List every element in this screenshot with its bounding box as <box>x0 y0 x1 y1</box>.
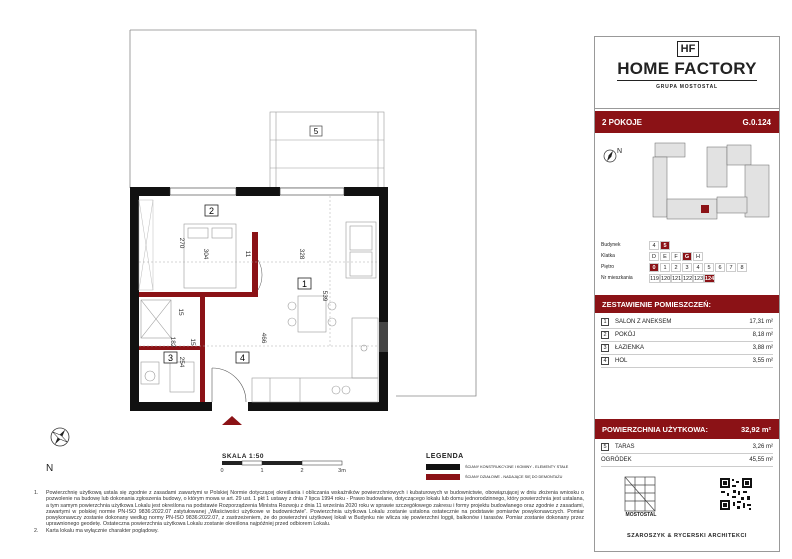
compass-label: N <box>46 463 54 474</box>
room-label-5: 5 <box>313 127 319 136</box>
cell-selected: 5 <box>660 241 670 250</box>
scale-tick: 0 <box>220 468 224 474</box>
rooms-title: ZESTAWIENIE POMIESZCZEŃ: <box>602 300 712 309</box>
dim-label: 11 <box>244 250 251 258</box>
cell: 2 <box>671 263 681 272</box>
dim-label: 539 <box>321 290 328 302</box>
room-name: HOL <box>615 358 628 364</box>
footnote-text: Powierzchnię użytkową ustala się zgodnie z zasadami zawartymi w Polskiej Normie dotyczącej określania i obliczania wskaźników powierzchniowych i kubaturowych w budownictwie, obowiązującej w dniu złożenia wniosku o pozwolenie na budowę lub dokonania zgłoszenia budowy, o którym mowa w art. 29 ust. 1 pkt 1 ustawy z dnia 7 lipca 1994 roku - Prawo budowlane, dotyczącego lokalu lub domu jednorodzinnego, który powierzchnia jest ustalana, a tym samym powierzchnia użytkowa Lokalu jest określona na podstawie Rozporządzenia Ministra Rozwoju z dnia 11 września 2020 roku w sprawie szczegółowego zakresu i formy projektu budowlanego oraz zgodnie z zasadami, zawartymi w polskiej normie PN-ISO 9836:2022.07 zatytułowanej „Właściwości użytkowe w budownictwie”. Powierzchnia użytkowa Lokalu zostanie ustalona ostatecznie na podstawie pomiarów powykonawczych. Pomiar powykonawczy zostanie dokonany według normy PN-ISO 9836:2022.07, z zastrzeżeniem, że do powierzchni użytkowej lokali w Budynku nie wlicza się powierzchni loggii, balkonów i tarasów. Pomiar zostanie dokonany przez uprawnionego geodetę. Ostateczna powierzchnia użytkowa Lokalu zostanie określona najpóźniej przed odbiorem Lokalu. <box>46 490 584 528</box>
footnote <box>34 528 584 534</box>
cell: 119 <box>650 276 659 282</box>
room-area: 3,55 m² <box>752 358 773 364</box>
key-plan <box>645 137 777 233</box>
room-name: SALON Z ANEKSEM <box>615 319 672 325</box>
cell: 7 <box>726 263 736 272</box>
qr-code <box>719 477 753 511</box>
room-name: ŁAZIENKA <box>615 345 645 351</box>
dim-label: 182 <box>169 336 176 348</box>
legend-text: ŚCIANY DZIAŁOWE - NADAJĄCE SIĘ DO DEMONTAŻU <box>465 475 563 479</box>
scale-tick: 1 <box>260 468 264 474</box>
compass-icon <box>51 428 69 446</box>
cell: 1 <box>660 263 670 272</box>
brand-name: HOME FACTORY <box>617 59 757 78</box>
location-label: Klatka <box>601 253 615 259</box>
brand-badge: HF <box>677 41 699 57</box>
scale-ticks <box>220 468 346 474</box>
entrance-marker <box>222 416 242 425</box>
dim-label: 328 <box>298 248 305 260</box>
garden-outline <box>130 30 476 396</box>
contractor-name: MOSTOSTAL <box>625 512 657 518</box>
legend-text: ŚCIANY KONSTRUKCYJNE I KOMINY - ELEMENTY STAŁE <box>465 465 569 469</box>
rooms-header <box>595 295 779 313</box>
brand-divider <box>617 80 757 81</box>
room-number: 3 <box>601 344 609 352</box>
unit-header <box>595 111 779 133</box>
dashed-lines <box>139 196 379 346</box>
bed <box>184 224 236 288</box>
room-number: 5 <box>601 443 609 451</box>
room-labels <box>164 205 311 363</box>
compass-small-icon <box>601 145 621 171</box>
room-name: TARAS <box>615 444 635 450</box>
dim-label: 270 <box>178 237 185 249</box>
sofa <box>346 222 376 278</box>
location-label: Budynek <box>601 242 621 248</box>
brand-group: GRUPA MOSTOSTAL <box>656 84 718 90</box>
cell-selected: G <box>682 252 692 261</box>
cell: E <box>660 252 670 261</box>
legend-swatch-structural <box>426 464 460 470</box>
footnotes <box>34 490 584 534</box>
footnote-number: 1. <box>34 490 39 496</box>
footnote <box>34 490 584 528</box>
cell: D <box>649 252 659 261</box>
dim-label: 15 <box>189 338 196 346</box>
cell: 8 <box>737 263 747 272</box>
wardrobe <box>139 200 153 290</box>
cell: 3 <box>682 263 692 272</box>
structural-walls <box>130 187 388 411</box>
brand-logo <box>595 37 779 109</box>
scale-tick: 3m <box>338 468 346 474</box>
usable-area-label: POWIERZCHNIA UŻYTKOWA: <box>602 425 708 434</box>
room-name: POKÓJ <box>615 332 636 338</box>
partition-walls <box>139 232 258 402</box>
rooms-count: 2 POKOJE <box>602 118 643 127</box>
room-area: 8,18 m² <box>752 332 773 338</box>
legend-title: LEGENDA <box>426 453 464 460</box>
room-area: 3,88 m² <box>752 345 773 351</box>
architects: SZAROSZYK & RYCERSKI ARCHITEKCI <box>627 533 747 539</box>
cell: 121 <box>672 276 682 282</box>
footnote-text: Karta lokalu ma wyłącznie charakter poglądowy. <box>46 527 159 534</box>
room-number: 4 <box>601 357 609 365</box>
cell: 6 <box>715 263 725 272</box>
scale-tick: 2 <box>300 468 304 474</box>
scale-title: SKALA 1:50 <box>222 453 264 460</box>
legend-swatch-partition <box>426 474 460 480</box>
footnote-number: 2. <box>34 527 39 534</box>
room-area: 45,55 m² <box>749 457 773 463</box>
room-name: OGRÓDEK <box>601 457 632 463</box>
room-label-2: 2 <box>208 206 215 216</box>
entrance-door <box>212 368 246 402</box>
cell: 4 <box>693 263 703 272</box>
cell-selected: 0 <box>649 263 659 272</box>
room-label-1: 1 <box>301 279 308 289</box>
room-label-3: 3 <box>167 353 174 363</box>
cell: 5 <box>704 263 714 272</box>
dim-label: 304 <box>202 248 209 260</box>
scale-bar <box>222 461 342 465</box>
room-number: 2 <box>601 331 609 339</box>
info-sidebar <box>594 36 780 552</box>
bedroom-door <box>258 260 262 290</box>
room-number: 1 <box>601 318 609 326</box>
room-row <box>601 330 773 342</box>
room-label-4: 4 <box>239 353 246 363</box>
cell-selected: 124 <box>705 276 715 282</box>
usable-area-header <box>595 419 779 439</box>
cell: F <box>671 252 681 261</box>
unit-code: G.0.124 <box>742 118 771 127</box>
usable-area-value: 32,92 m² <box>740 425 771 434</box>
cell: H <box>693 252 703 261</box>
svg-text:N: N <box>617 148 623 155</box>
dim-label: 15 <box>177 308 184 316</box>
extra-row <box>601 455 773 467</box>
dim-label: 466 <box>260 332 267 344</box>
room-row <box>601 343 773 355</box>
cell: 4 <box>649 241 659 250</box>
room-row <box>601 317 773 329</box>
room-area: 3,26 m² <box>752 444 773 450</box>
cell: 120 <box>661 276 671 282</box>
terrace <box>270 112 384 188</box>
extra-row <box>601 442 773 454</box>
kitchen <box>252 318 378 402</box>
dim-label: 254 <box>178 356 185 368</box>
room-area: 17,31 m² <box>749 319 773 325</box>
cell: 122 <box>683 276 693 282</box>
location-label: Piętro <box>601 264 615 270</box>
room-row <box>601 356 773 368</box>
cell: 123 <box>694 276 704 282</box>
location-label: Nr mieszkania <box>601 275 633 281</box>
